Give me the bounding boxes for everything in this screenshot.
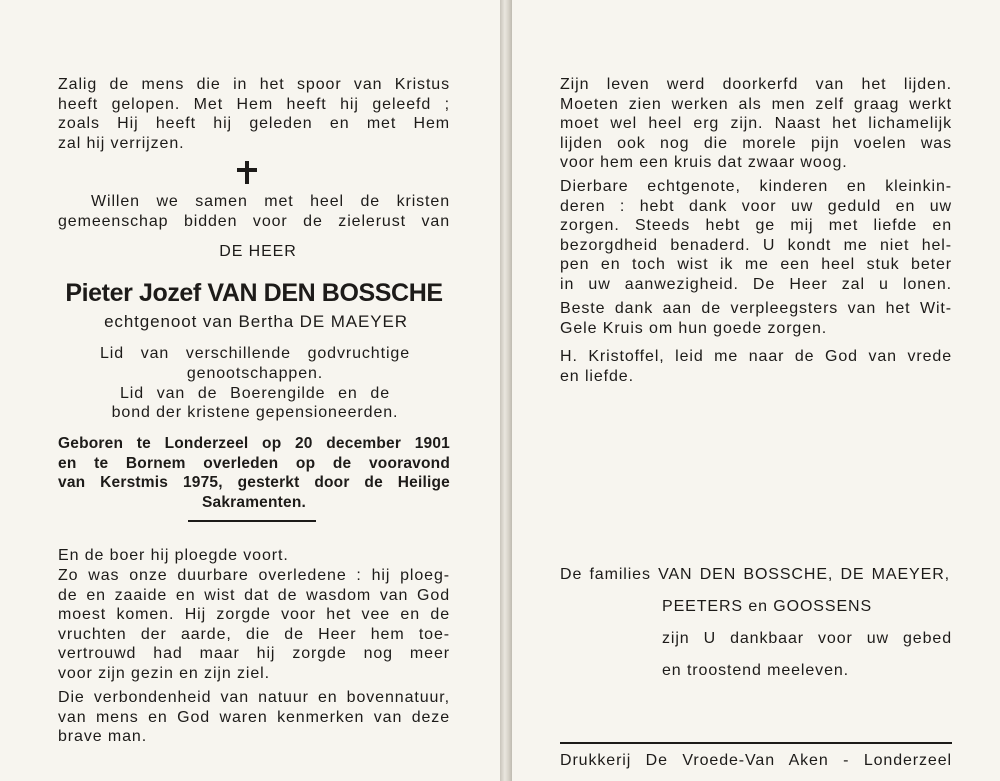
intro-line: zoals Hij heeft hij geleden en met Hem (58, 115, 450, 133)
printer-rule (560, 742, 952, 744)
right-page (512, 0, 1000, 781)
nature-paragraph: Die verbondenheid van natuur en bovennatuur, van mens en God waren kenmerken van deze (58, 689, 450, 726)
thanks-line: PEETERS en GOOSSENS (662, 598, 873, 615)
card-fold (500, 0, 512, 781)
membership-line: bond der kristene gepensioneerden. (111, 404, 399, 421)
printer-credit: Drukkerij De Vroede-Van Aken - Londerzeel (560, 752, 952, 769)
membership-line: genootschappen. (186, 365, 324, 382)
membership-line: Lid van de Boerengilde en de (120, 385, 390, 402)
divider (188, 520, 316, 522)
prayer-line-2: gemeenschap bidden voor de zielerust van (58, 213, 450, 230)
birth-death-paragraph: Geboren te Londerzeel op 20 december 1901 en te Bornem overleden op de vooravond van Kerstmis 1975, gesterkt door de Heilige (58, 435, 450, 492)
nurses-line: Gele Kruis om hun goede zorgen. (560, 320, 828, 337)
spouse-line: echtgenoot van Bertha DE MAEYER (104, 312, 408, 331)
nature-line: brave man. (58, 728, 148, 745)
saint-line: en liefde. (560, 368, 634, 385)
intro-line: Zalig de mens die in het spoor van Kristus (58, 76, 450, 93)
cross-icon (232, 157, 262, 187)
thanks-line: De families VAN DEN BOSSCHE, DE MAEYER, (560, 566, 950, 583)
suffering-paragraph: Zijn leven werd doorkerfd van het lijden. Moeten zien werken als men zelf graag werkt moet wel heel erg zijn. Naast het lichamelijk lijden ook nog die morele pijn voelen was (560, 76, 952, 152)
membership-line: Lid van verschillende godvruchtige (100, 345, 410, 362)
farmer-line: voor zijn gezin en zijn ziel. (58, 665, 270, 682)
family-paragraph: Dierbare echtgenote, kinderen en kleinkin- deren : hebt dank voor uw geduld en uw zorgen. Steeds hebt ge mij met liefde en bezorgdheid benaderd. U kondt me niet hel- pen en toch wist ik me een heel stuk beter in uw aanwezigheid. De Heer zal u lonen. (560, 178, 952, 293)
honorific: DE HEER (219, 243, 297, 260)
prayer-line-1: Willen we samen met heel de kristen (91, 193, 450, 210)
birth-death-end: Sakramenten. (201, 494, 307, 511)
farmer-paragraph: Zo was onze duurbare overledene : hij ploeg- de en zaaide en wist dat de wasdom van God moest komen. Hij zorgde voor het vee en de vruchten der aarde, die de Heer hem toe- vertrouwd had maar hij zorgde nog meer (58, 567, 450, 663)
intro-line: heeft gelopen. Met Hem heeft hij geleefd ; (58, 95, 450, 113)
nurses-line: Beste dank aan de verpleegsters van het Wit- (560, 300, 952, 317)
intro-line: zal hij verrijzen. (58, 135, 185, 152)
thanks-line: zijn U dankbaar voor uw gebed (662, 630, 952, 647)
farmer-line: En de boer hij ploegde voort. (58, 547, 289, 564)
intro-paragraph (58, 75, 450, 134)
intro-paragraph-end (58, 134, 450, 154)
thanks-line: en troostend meeleven. (662, 662, 850, 679)
deceased-name: Pieter Jozef VAN DEN BOSSCHE (65, 279, 443, 307)
suffering-line: voor hem een kruis dat zwaar woog. (560, 154, 848, 171)
saint-line: H. Kristoffel, leid me naar de God van vrede (560, 348, 952, 365)
